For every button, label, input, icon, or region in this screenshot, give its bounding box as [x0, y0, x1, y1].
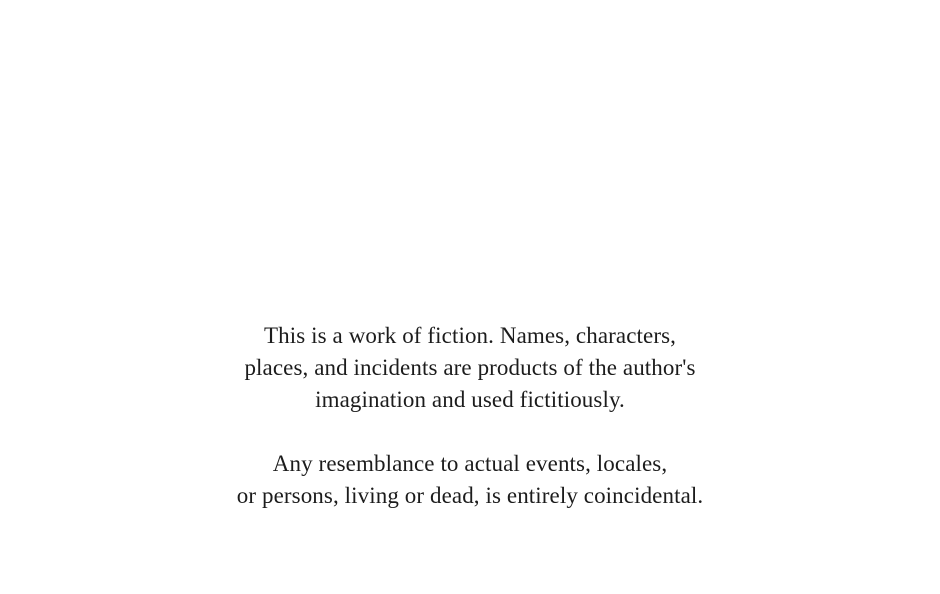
- fiction-disclaimer-paragraph: [0, 320, 940, 416]
- disclaimer-line: Any resemblance to actual events, locales,: [272, 451, 668, 476]
- disclaimer-line: or persons, living or dead, is entirely coincidental.: [236, 483, 704, 508]
- disclaimer-line: imagination and used fictitiously.: [315, 387, 625, 412]
- disclaimer-text-block: [0, 320, 940, 512]
- disclaimer-line: This is a work of fiction. Names, characters,: [264, 323, 676, 348]
- disclaimer-line: places, and incidents are products of the author's: [244, 355, 696, 380]
- resemblance-disclaimer-paragraph: [0, 448, 940, 512]
